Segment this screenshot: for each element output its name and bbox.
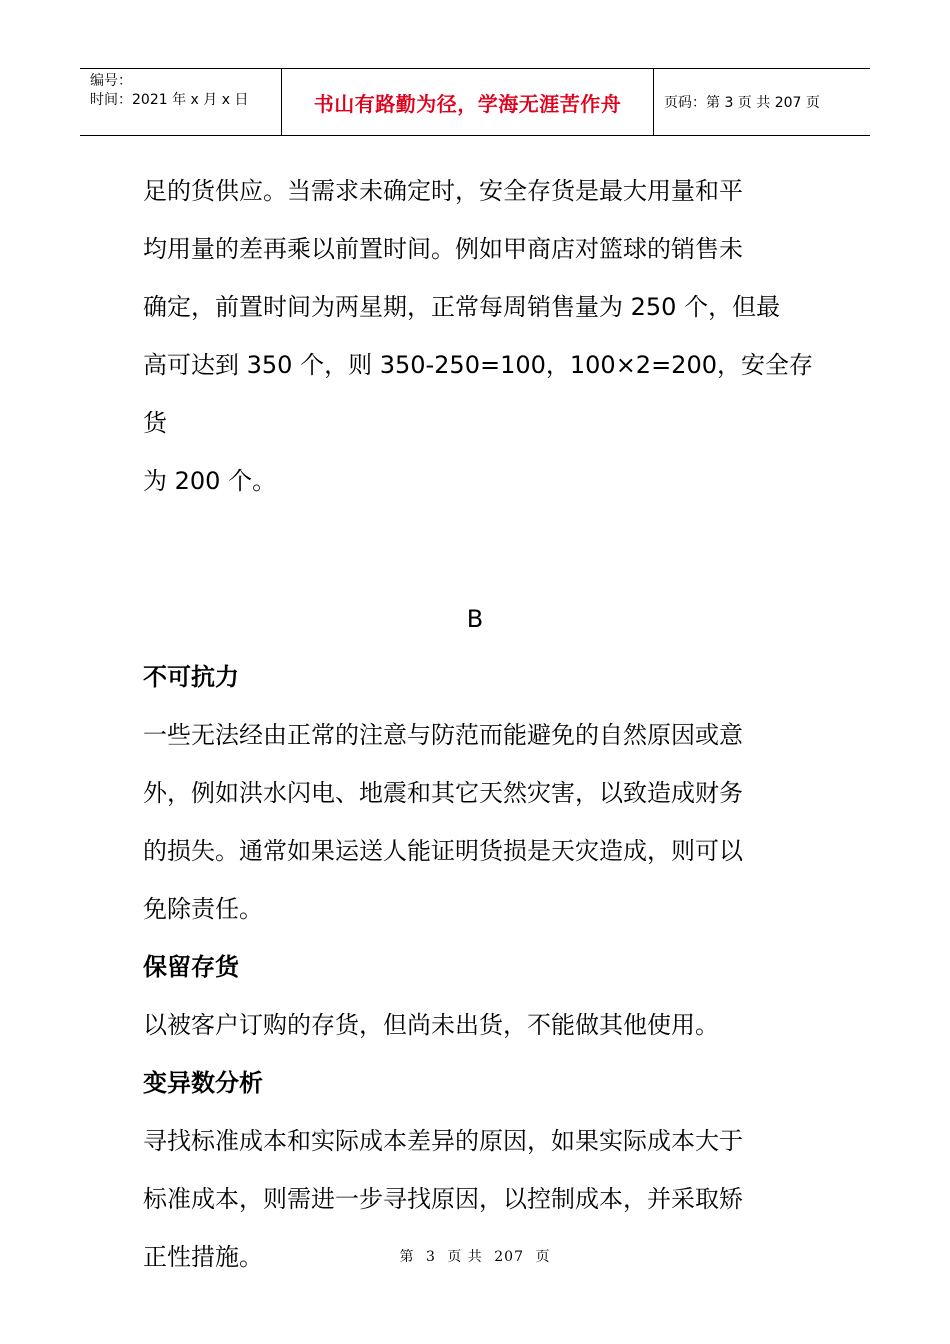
header-meta [80, 69, 281, 135]
footer-total-pages: 207 [494, 1249, 524, 1265]
section-letter-heading: B [466, 605, 484, 633]
document-number-label: 编号： [90, 73, 132, 89]
footer-prefix: 第 [399, 1249, 415, 1265]
header-page-info: 页码：第 3 页 共 207 页 [664, 95, 820, 111]
glossary-entry [143, 648, 823, 938]
text-line: 寻找标准成本和实际成本差异的原因，如果实际成本大于 [143, 1127, 743, 1155]
glossary-entry [143, 938, 823, 1054]
footer-suffix: 页 [535, 1249, 551, 1265]
text-line: 的损失。通常如果运送人能证明货损是天灾造成，则可以 [143, 837, 743, 865]
term-title: 保留存货 [143, 953, 239, 981]
header-motto: 书山有路勤为径，学海无涯苦作舟 [281, 69, 654, 135]
term-title: 不可抗力 [143, 663, 239, 691]
intro-paragraph [143, 162, 823, 510]
text-line: 以被客户订购的存货，但尚未出货，不能做其他使用。 [143, 1011, 719, 1039]
text-line: 外，例如洪水闪电、地震和其它天然灾害，以致造成财务 [143, 779, 743, 807]
text-line: 高可达到 350 个，则 350-250=100，100×2=200，安全存货 [143, 351, 813, 437]
document-body [143, 162, 823, 1286]
document-date: 时间：2021 年 x 月 x 日 [90, 92, 249, 108]
footer-page-number: 3 [425, 1249, 436, 1265]
text-line: 一些无法经由正常的注意与防范而能避免的自然原因或意 [143, 721, 743, 749]
page-footer [0, 1246, 950, 1266]
text-line: 确定，前置时间为两星期，正常每周销售量为 250 个，但最 [143, 293, 781, 321]
term-title: 变异数分析 [143, 1069, 263, 1097]
text-line: 正性措施。 [143, 1243, 263, 1271]
text-line: 足的货供应。当需求未确定时，安全存货是最大用量和平 [143, 177, 743, 205]
text-line: 均用量的差再乘以前置时间。例如甲商店对篮球的销售未 [143, 235, 743, 263]
footer-mid: 页 共 [447, 1249, 483, 1265]
text-line: 标准成本，则需进一步寻找原因，以控制成本，并采取矫 [143, 1185, 743, 1213]
text-line: 为 200 个。 [143, 467, 277, 495]
page-header [80, 68, 870, 136]
text-line: 免除责任。 [143, 895, 263, 923]
